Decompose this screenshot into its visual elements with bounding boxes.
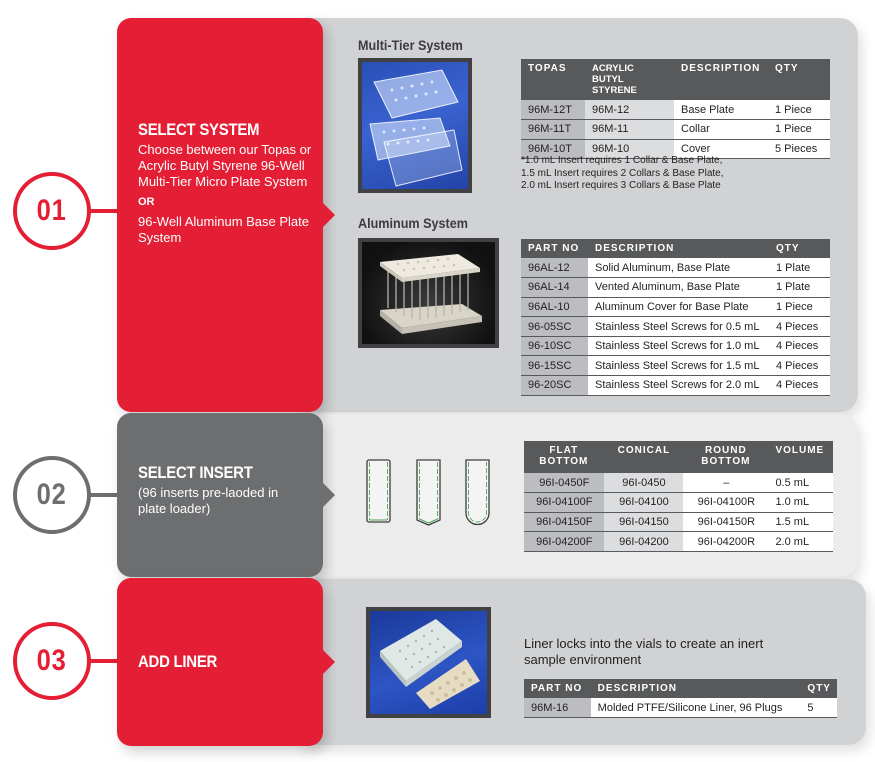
footnote-line: 1.5 mL Insert requires 2 Collars & Base Plate, (521, 167, 724, 179)
cell: 96M-11T (521, 120, 585, 140)
cell: 4 Pieces (769, 376, 830, 396)
cell: 96I-0450F (524, 473, 604, 493)
table-row (521, 258, 830, 278)
step-description: (96 inserts pre-laoded in plate loader) (138, 485, 279, 516)
cell: 96I-04100F (524, 493, 604, 513)
step-number: 02 (36, 478, 68, 511)
cell: 1 Piece (769, 297, 830, 317)
liner-description: Liner locks into the vials to create an inert sample environment (524, 636, 764, 667)
cell: 1 Plate (769, 278, 830, 298)
table-row (521, 336, 830, 356)
step-1-tab (117, 18, 323, 412)
col-header: DESCRIPTION (674, 59, 768, 100)
liner-plate-illustration (370, 611, 487, 714)
aluminum-title: Aluminum System (358, 215, 468, 231)
step-title: SELECT SYSTEM (138, 120, 260, 139)
multi-tier-plate-photo (358, 58, 472, 193)
liner-plate-photo (366, 607, 491, 718)
footnote-line: 2.0 mL Insert requires 3 Collars & Base Plate (521, 180, 721, 191)
cell: – (683, 473, 768, 493)
cell: 1.0 mL (768, 493, 833, 513)
table-row (524, 473, 833, 493)
cell: 0.5 mL (768, 473, 833, 493)
cell: 96-10SC (521, 336, 588, 356)
step-1-connector (88, 209, 120, 213)
step-description-alt: 96-Well Aluminum Base Plate System (138, 214, 310, 245)
cell: Molded PTFE/Silicone Liner, 96 Plugs (591, 698, 801, 718)
step-2-connector (88, 493, 120, 497)
cell: 96M-16 (524, 698, 591, 718)
aluminum-table (521, 239, 830, 396)
cell: 1 Piece (768, 120, 830, 140)
table-row (524, 532, 833, 552)
cell: Stainless Steel Screws for 1.0 mL (588, 336, 769, 356)
inserts-table (524, 441, 833, 552)
col-header: TOPAS (521, 59, 585, 100)
col-header: DESCRIPTION (588, 239, 769, 258)
cell: 5 Pieces (768, 139, 830, 159)
col-header: PART NO (524, 679, 591, 698)
cell: 1 Plate (769, 258, 830, 278)
step-3-tab (117, 578, 323, 746)
table-row (521, 100, 830, 120)
table-row (524, 512, 833, 532)
cell: Base Plate (674, 100, 768, 120)
cell: 96-20SC (521, 376, 588, 396)
cell: 96AL-12 (521, 258, 588, 278)
step-number: 01 (36, 194, 68, 227)
aluminum-plate-photo (358, 238, 499, 348)
multi-tier-title: Multi-Tier System (358, 37, 463, 53)
step-description: Choose between our Topas or Acrylic Butyl Styrene 96-Well Multi-Tier Micro Plate System (138, 142, 312, 189)
cell: 96I-04100R (683, 493, 768, 513)
col-header: QTY (768, 59, 830, 100)
cell: 96-05SC (521, 317, 588, 337)
cell: 1.5 mL (768, 512, 833, 532)
step-number: 03 (36, 644, 68, 677)
step-3-connector (88, 659, 120, 663)
cell: Collar (674, 120, 768, 140)
cell: 96I-04150R (683, 512, 768, 532)
cell: Stainless Steel Screws for 0.5 mL (588, 317, 769, 337)
insert-shapes (365, 458, 495, 528)
cell: 96I-04150F (524, 512, 604, 532)
cell: 1 Piece (768, 100, 830, 120)
col-header: QTY (769, 239, 830, 258)
or-label: OR (138, 196, 155, 208)
cell: 96M-12T (521, 100, 585, 120)
table-row (521, 120, 830, 140)
cell: 4 Pieces (769, 356, 830, 376)
cell: 96I-04200 (604, 532, 684, 552)
col-header: VOLUME (768, 441, 833, 473)
col-header: ACRYLIC BUTYL STYRENE (585, 59, 674, 100)
col-header: PART NO (521, 239, 588, 258)
step-3-badge (13, 622, 91, 700)
cell: 4 Pieces (769, 317, 830, 337)
cell: Aluminum Cover for Base Plate (588, 297, 769, 317)
liner-table (524, 679, 837, 718)
cell: 96M-12 (585, 100, 674, 120)
table-row (521, 317, 830, 337)
round-bottom-insert-icon (466, 460, 489, 525)
table-row (521, 376, 830, 396)
cell: 96I-0450 (604, 473, 684, 493)
col-header: QTY (800, 679, 837, 698)
cell: 4 Pieces (769, 336, 830, 356)
cell: 96AL-14 (521, 278, 588, 298)
cell: 2.0 mL (768, 532, 833, 552)
table-row (521, 356, 830, 376)
col-header: CONICAL (604, 441, 684, 473)
cell: 5 (800, 698, 837, 718)
multi-tier-footnote (521, 155, 724, 193)
cell: 96M-10 (585, 139, 674, 159)
aluminum-plate-illustration (362, 242, 495, 344)
cell: 96-15SC (521, 356, 588, 376)
table-row (521, 297, 830, 317)
step-2-tab (117, 413, 323, 577)
cell: 96M-11 (585, 120, 674, 140)
col-header: DESCRIPTION (591, 679, 801, 698)
col-header: ROUND BOTTOM (683, 441, 768, 473)
multi-tier-table (521, 59, 830, 159)
table-row (521, 278, 830, 298)
footnote-line: *1.0 mL Insert requires 1 Collar & Base Plate, (521, 155, 723, 166)
cell: 96I-04200R (683, 532, 768, 552)
step-1-badge (13, 172, 91, 250)
step-2-badge (13, 456, 91, 534)
flat-bottom-insert-icon (367, 460, 390, 522)
cell: 96I-04150 (604, 512, 684, 532)
col-header: FLAT BOTTOM (524, 441, 604, 473)
cell: 96I-04100 (604, 493, 684, 513)
table-row (524, 493, 833, 513)
cell: Vented Aluminum, Base Plate (588, 278, 769, 298)
step-title: ADD LINER (138, 652, 218, 671)
cell: Stainless Steel Screws for 1.5 mL (588, 356, 769, 376)
cell: Cover (674, 139, 768, 159)
cell: Solid Aluminum, Base Plate (588, 258, 769, 278)
step-title: SELECT INSERT (138, 463, 253, 482)
conical-insert-icon (417, 460, 440, 525)
multi-tier-plate-illustration (362, 62, 468, 189)
cell: 96I-04200F (524, 532, 604, 552)
table-row (524, 698, 837, 718)
cell: 96M-10T (521, 139, 585, 159)
cell: 96AL-10 (521, 297, 588, 317)
cell: Stainless Steel Screws for 2.0 mL (588, 376, 769, 396)
